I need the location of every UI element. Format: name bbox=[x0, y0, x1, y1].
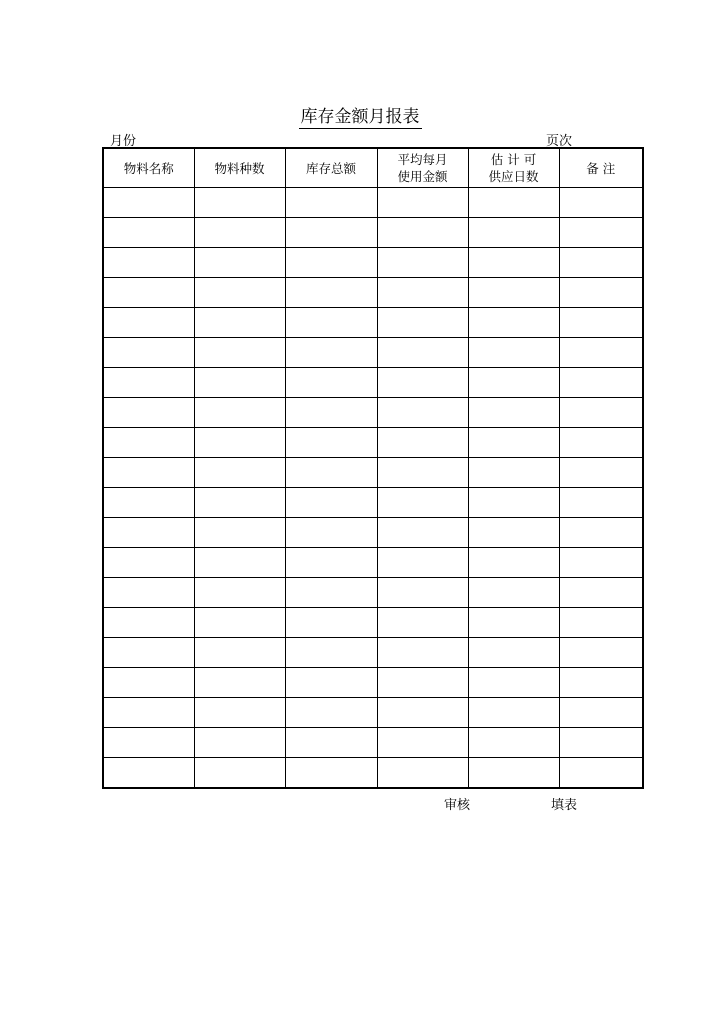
table-cell[interactable] bbox=[285, 218, 377, 248]
table-cell[interactable] bbox=[194, 428, 285, 458]
table-cell[interactable] bbox=[377, 368, 468, 398]
column-header-monthly-avg-usage: 平均每月 使用金额 bbox=[377, 148, 468, 188]
column-header-est-supply-days: 估 计 可 供应日数 bbox=[468, 148, 559, 188]
table-row bbox=[103, 608, 643, 638]
table-cell[interactable] bbox=[285, 458, 377, 488]
table-cell[interactable] bbox=[468, 668, 559, 698]
table-cell[interactable] bbox=[559, 428, 643, 458]
table-cell[interactable] bbox=[377, 578, 468, 608]
table-row bbox=[103, 248, 643, 278]
table-cell[interactable] bbox=[285, 578, 377, 608]
table-cell[interactable] bbox=[468, 488, 559, 518]
table-cell[interactable] bbox=[468, 368, 559, 398]
table-cell[interactable] bbox=[285, 248, 377, 278]
table-row bbox=[103, 728, 643, 758]
table-cell[interactable] bbox=[468, 398, 559, 428]
table-row bbox=[103, 548, 643, 578]
table-cell[interactable] bbox=[559, 728, 643, 758]
table-cell[interactable] bbox=[559, 248, 643, 278]
table-cell[interactable] bbox=[285, 638, 377, 668]
table-cell[interactable] bbox=[194, 758, 285, 789]
table-cell[interactable] bbox=[377, 548, 468, 578]
table-cell[interactable] bbox=[377, 398, 468, 428]
table-cell[interactable] bbox=[559, 758, 643, 789]
table-cell[interactable] bbox=[285, 758, 377, 789]
table-cell[interactable] bbox=[468, 278, 559, 308]
table-cell[interactable] bbox=[468, 338, 559, 368]
table-cell[interactable] bbox=[285, 368, 377, 398]
table-row bbox=[103, 668, 643, 698]
table-cell[interactable] bbox=[377, 488, 468, 518]
table-cell[interactable] bbox=[559, 608, 643, 638]
month-label: 月份 bbox=[110, 134, 137, 149]
table-row bbox=[103, 398, 643, 428]
table-cell[interactable] bbox=[103, 188, 194, 218]
table-cell[interactable] bbox=[559, 668, 643, 698]
table-row bbox=[103, 308, 643, 338]
audit-label: 审核 bbox=[444, 798, 471, 813]
table-cell[interactable] bbox=[468, 218, 559, 248]
table-cell[interactable] bbox=[559, 458, 643, 488]
report-title bbox=[0, 106, 720, 128]
table-cell[interactable] bbox=[194, 548, 285, 578]
table-cell[interactable] bbox=[103, 728, 194, 758]
table-cell[interactable] bbox=[377, 308, 468, 338]
table-row bbox=[103, 278, 643, 308]
table-cell[interactable] bbox=[377, 218, 468, 248]
table-cell[interactable] bbox=[377, 668, 468, 698]
table-cell[interactable] bbox=[103, 758, 194, 789]
column-header-material-types: 物料种数 bbox=[194, 148, 285, 188]
table-cell[interactable] bbox=[559, 368, 643, 398]
table-cell[interactable] bbox=[285, 308, 377, 338]
table-cell[interactable] bbox=[103, 458, 194, 488]
table-cell[interactable] bbox=[103, 248, 194, 278]
table-cell[interactable] bbox=[559, 188, 643, 218]
table-cell[interactable] bbox=[285, 698, 377, 728]
table-row bbox=[103, 578, 643, 608]
column-header-inventory-total: 库存总额 bbox=[285, 148, 377, 188]
table-cell[interactable] bbox=[468, 608, 559, 638]
table-cell[interactable] bbox=[559, 338, 643, 368]
table-body bbox=[103, 188, 643, 789]
table-cell[interactable] bbox=[103, 368, 194, 398]
table-cell[interactable] bbox=[468, 248, 559, 278]
table-cell[interactable] bbox=[103, 428, 194, 458]
table-cell[interactable] bbox=[468, 188, 559, 218]
table-cell[interactable] bbox=[103, 218, 194, 248]
table-cell[interactable] bbox=[194, 368, 285, 398]
table-cell[interactable] bbox=[468, 308, 559, 338]
table-row bbox=[103, 698, 643, 728]
table-cell[interactable] bbox=[194, 728, 285, 758]
header-row bbox=[103, 148, 643, 188]
table-cell[interactable] bbox=[377, 518, 468, 548]
table-cell[interactable] bbox=[103, 638, 194, 668]
table-cell[interactable] bbox=[285, 668, 377, 698]
table-cell[interactable] bbox=[103, 668, 194, 698]
table-cell[interactable] bbox=[468, 728, 559, 758]
table-cell[interactable] bbox=[103, 578, 194, 608]
table-cell[interactable] bbox=[559, 278, 643, 308]
table-cell[interactable] bbox=[194, 488, 285, 518]
table-row bbox=[103, 188, 643, 218]
table-cell[interactable] bbox=[194, 668, 285, 698]
table-cell[interactable] bbox=[377, 728, 468, 758]
table-cell[interactable] bbox=[194, 638, 285, 668]
table-cell[interactable] bbox=[468, 758, 559, 789]
table-cell[interactable] bbox=[285, 488, 377, 518]
table-cell[interactable] bbox=[285, 338, 377, 368]
table-cell[interactable] bbox=[559, 698, 643, 728]
table-cell[interactable] bbox=[103, 488, 194, 518]
table-cell[interactable] bbox=[103, 698, 194, 728]
table-cell[interactable] bbox=[285, 518, 377, 548]
table-cell[interactable] bbox=[285, 608, 377, 638]
table-cell[interactable] bbox=[103, 308, 194, 338]
table-cell[interactable] bbox=[559, 578, 643, 608]
table-cell[interactable] bbox=[377, 638, 468, 668]
table-cell[interactable] bbox=[468, 428, 559, 458]
table-cell[interactable] bbox=[468, 698, 559, 728]
table-row bbox=[103, 518, 643, 548]
report-title-text: 库存金额月报表 bbox=[300, 107, 420, 127]
table-cell[interactable] bbox=[194, 458, 285, 488]
table-cell[interactable] bbox=[285, 728, 377, 758]
table-row bbox=[103, 218, 643, 248]
table-cell[interactable] bbox=[559, 548, 643, 578]
table-cell[interactable] bbox=[194, 278, 285, 308]
table-cell[interactable] bbox=[377, 458, 468, 488]
table-cell[interactable] bbox=[468, 548, 559, 578]
table-cell[interactable] bbox=[285, 278, 377, 308]
table-cell[interactable] bbox=[285, 428, 377, 458]
table-row bbox=[103, 428, 643, 458]
table-row bbox=[103, 758, 643, 789]
table-cell[interactable] bbox=[103, 278, 194, 308]
table-cell[interactable] bbox=[377, 338, 468, 368]
table-cell[interactable] bbox=[377, 278, 468, 308]
table-cell[interactable] bbox=[559, 638, 643, 668]
table-cell[interactable] bbox=[377, 608, 468, 638]
table-cell[interactable] bbox=[377, 188, 468, 218]
table-cell[interactable] bbox=[559, 518, 643, 548]
table-cell[interactable] bbox=[468, 458, 559, 488]
filled-by-label: 填表 bbox=[551, 798, 578, 813]
table-cell[interactable] bbox=[194, 398, 285, 428]
table-cell[interactable] bbox=[103, 518, 194, 548]
table-cell[interactable] bbox=[194, 698, 285, 728]
table-cell[interactable] bbox=[377, 698, 468, 728]
table-cell[interactable] bbox=[377, 758, 468, 789]
inventory-report-table bbox=[102, 147, 644, 789]
table-cell[interactable] bbox=[468, 518, 559, 548]
table-row bbox=[103, 338, 643, 368]
table-cell[interactable] bbox=[194, 518, 285, 548]
page-number-label: 页次 bbox=[546, 134, 573, 149]
table-cell[interactable] bbox=[559, 488, 643, 518]
column-header-material-name: 物料名称 bbox=[103, 148, 194, 188]
table-cell[interactable] bbox=[194, 188, 285, 218]
table-cell[interactable] bbox=[194, 578, 285, 608]
table-cell[interactable] bbox=[559, 398, 643, 428]
table-cell[interactable] bbox=[103, 548, 194, 578]
table-cell[interactable] bbox=[377, 428, 468, 458]
table-cell[interactable] bbox=[468, 638, 559, 668]
table-cell[interactable] bbox=[103, 398, 194, 428]
table-cell[interactable] bbox=[194, 248, 285, 278]
table-cell[interactable] bbox=[194, 218, 285, 248]
table-cell[interactable] bbox=[468, 578, 559, 608]
table-row bbox=[103, 638, 643, 668]
table-row bbox=[103, 368, 643, 398]
table-cell[interactable] bbox=[103, 338, 194, 368]
table-cell[interactable] bbox=[194, 608, 285, 638]
table-cell[interactable] bbox=[559, 308, 643, 338]
table-cell[interactable] bbox=[559, 218, 643, 248]
table-cell[interactable] bbox=[285, 398, 377, 428]
table-cell[interactable] bbox=[194, 308, 285, 338]
table-cell[interactable] bbox=[194, 338, 285, 368]
table-cell[interactable] bbox=[103, 608, 194, 638]
table-cell[interactable] bbox=[377, 248, 468, 278]
table-row bbox=[103, 488, 643, 518]
table-row bbox=[103, 458, 643, 488]
table-cell[interactable] bbox=[285, 548, 377, 578]
column-header-remarks: 备 注 bbox=[559, 148, 643, 188]
table-cell[interactable] bbox=[285, 188, 377, 218]
